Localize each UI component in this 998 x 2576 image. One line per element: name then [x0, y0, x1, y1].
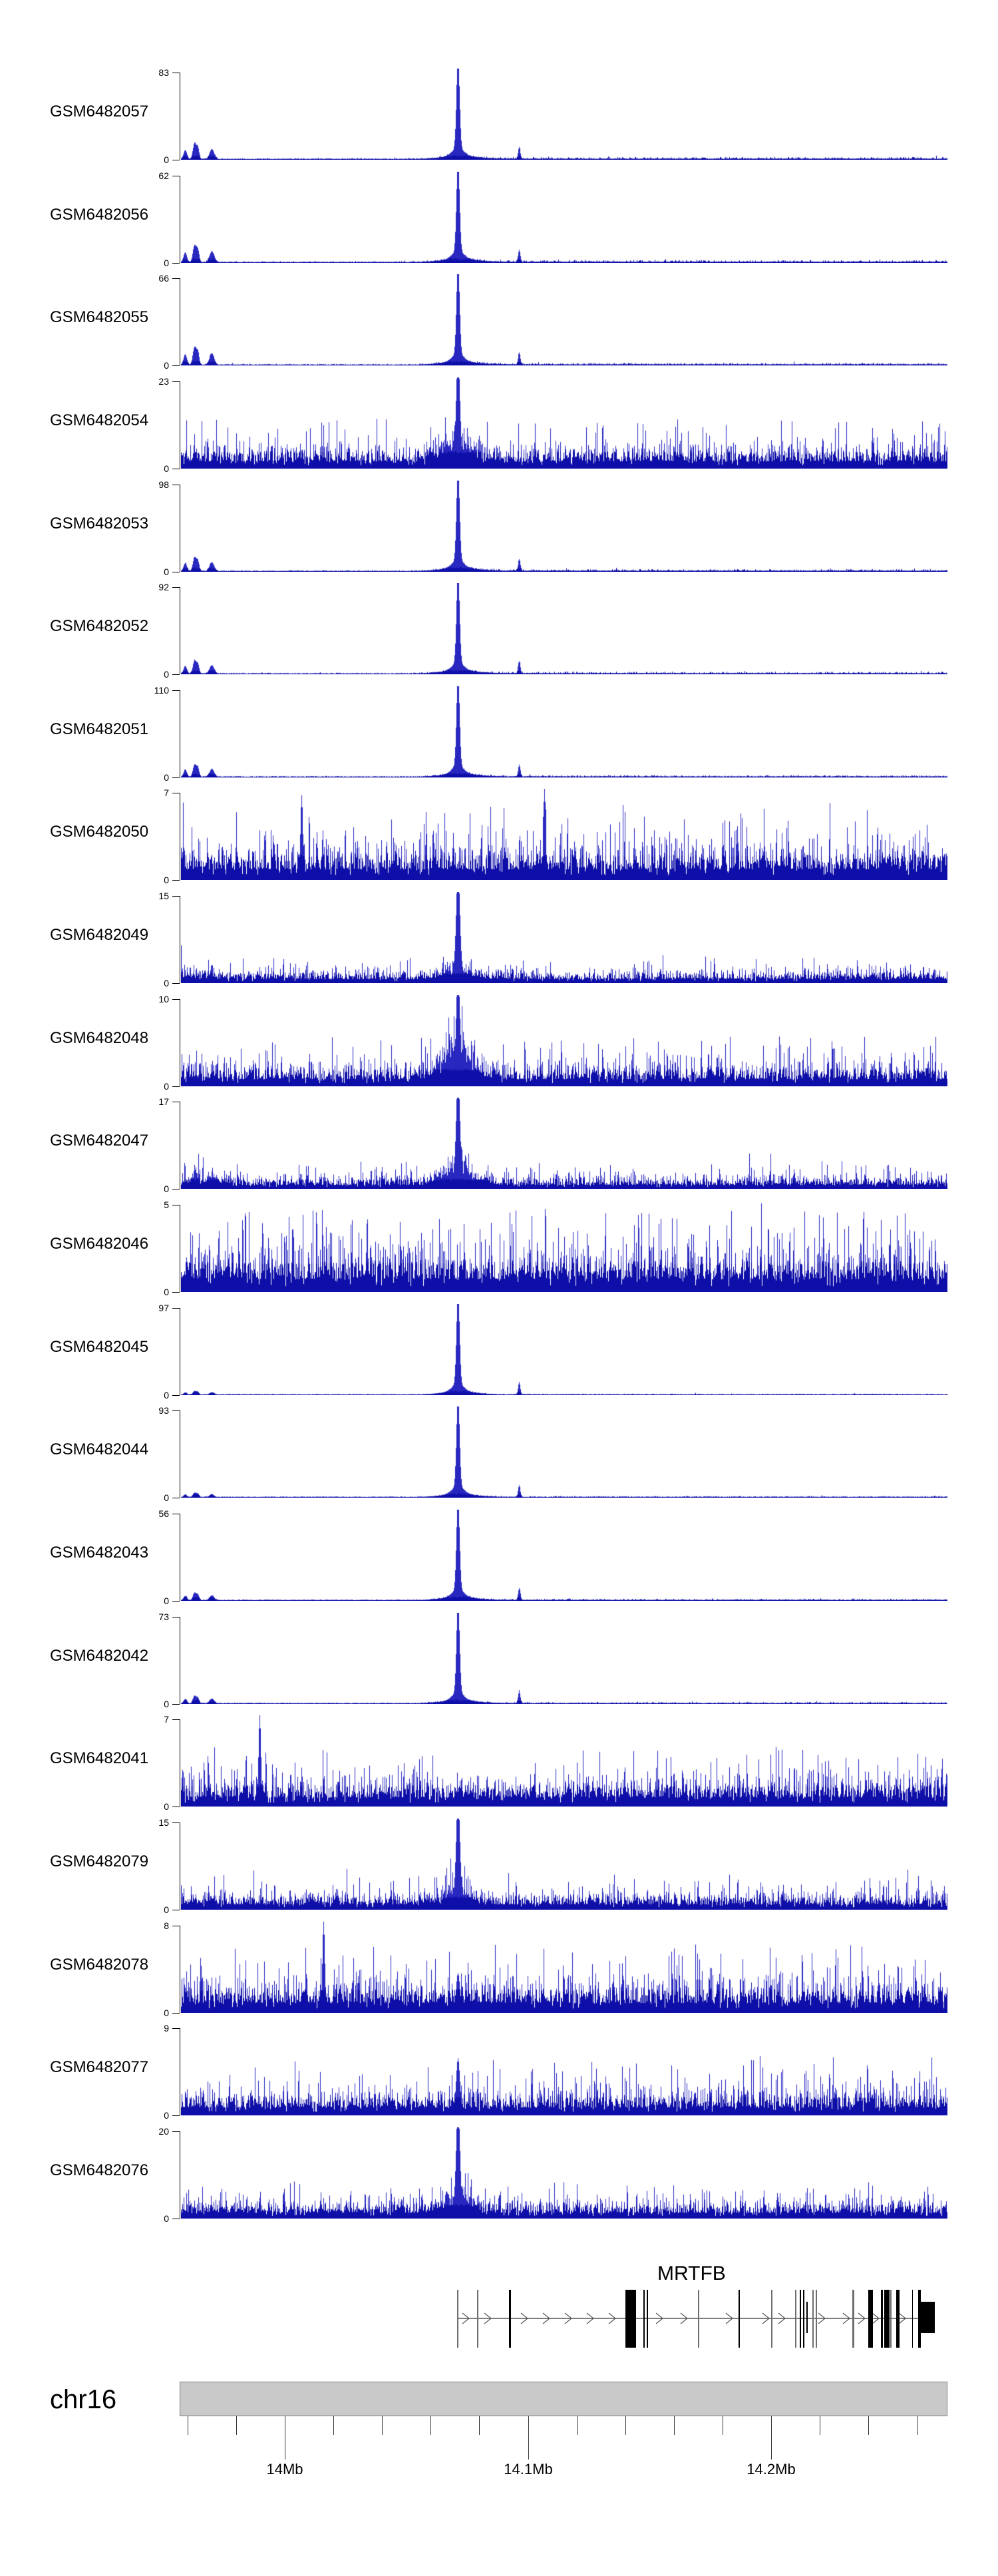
y-axis-zero-tick: [172, 1395, 180, 1396]
y-axis-max-label: 97: [158, 1303, 169, 1313]
axis-minor-tick: [577, 2416, 578, 2435]
signal-plot: [181, 2024, 947, 2115]
y-axis-top-tick: [172, 1719, 180, 1720]
y-axis-zero-tick: [172, 674, 180, 675]
axis-tick-label: 14Mb: [266, 2461, 303, 2477]
signal-plot: [181, 1304, 947, 1395]
y-axis-zero-tick: [172, 2115, 180, 2116]
y-axis-max-label: 56: [158, 1508, 169, 1519]
gene-exon: [896, 2290, 900, 2348]
y-axis-top-tick: [172, 1308, 180, 1309]
y-axis-zero-tick: [172, 1704, 180, 1705]
gene-exon: [643, 2290, 645, 2348]
axis-minor-tick: [625, 2416, 626, 2435]
y-axis-max-label: 20: [158, 2126, 169, 2137]
gene-exon: [457, 2290, 458, 2348]
y-axis-top-tick: [172, 896, 180, 897]
gene-exon: [509, 2290, 511, 2348]
signal-plot: [181, 1510, 947, 1601]
sample-label: GSM6482043: [50, 1544, 149, 1562]
signal-plot: [181, 172, 947, 263]
sample-label: GSM6482044: [50, 1440, 149, 1458]
gene-model: [0, 2260, 998, 2393]
y-axis-zero-tick: [172, 983, 180, 984]
y-axis-zero-label: 0: [164, 772, 169, 783]
axis-minor-tick: [333, 2416, 334, 2435]
sample-label: GSM6482057: [50, 103, 149, 120]
y-axis-zero-label: 0: [164, 875, 169, 885]
y-axis-zero-tick: [172, 1292, 180, 1293]
gene-exon: [625, 2290, 636, 2348]
sample-label: GSM6482078: [50, 1956, 149, 1974]
y-axis-max-label: 7: [164, 1714, 169, 1725]
signal-plot: [181, 1613, 947, 1704]
signal-plot: [181, 1819, 947, 1910]
chromosome-bar: [180, 2382, 947, 2416]
gene-exon: [881, 2290, 883, 2348]
y-axis-max-label: 15: [158, 891, 169, 901]
y-axis-top-tick: [172, 381, 180, 382]
sample-label: GSM6482077: [50, 2058, 149, 2076]
y-axis-zero-tick: [172, 263, 180, 264]
sample-label: GSM6482047: [50, 1132, 149, 1150]
y-axis-max-label: 62: [158, 170, 169, 181]
y-axis-top-tick: [172, 2028, 180, 2029]
gene-exon: [890, 2290, 892, 2348]
y-axis-zero-label: 0: [164, 1801, 169, 1812]
y-axis-max-label: 9: [164, 2023, 169, 2034]
y-axis-top-tick: [172, 999, 180, 1000]
sample-label: GSM6482041: [50, 1749, 149, 1767]
y-axis-zero-label: 0: [164, 1081, 169, 1092]
gene-exon: [698, 2290, 699, 2348]
signal-plot: [181, 69, 947, 160]
y-axis-max-label: 110: [154, 685, 169, 696]
y-axis-max-label: 66: [158, 273, 169, 284]
y-axis-zero-tick: [172, 1086, 180, 1087]
axis-minor-tick: [382, 2416, 383, 2435]
y-axis-zero-label: 0: [164, 1596, 169, 1606]
y-axis-top-tick: [172, 690, 180, 691]
sample-label: GSM6482076: [50, 2161, 149, 2179]
signal-plot: [181, 274, 947, 365]
sample-label: GSM6482042: [50, 1647, 149, 1665]
sample-label: GSM6482048: [50, 1029, 149, 1047]
axis-minor-tick: [674, 2416, 675, 2435]
y-axis-zero-tick: [172, 777, 180, 778]
signal-plot: [181, 1715, 947, 1807]
y-axis-zero-label: 0: [164, 1390, 169, 1400]
gene-exon: [884, 2290, 890, 2348]
signal-plot: [181, 995, 947, 1086]
y-axis-zero-tick: [172, 1601, 180, 1602]
sample-label: GSM6482046: [50, 1235, 149, 1253]
y-axis-max-label: 10: [158, 994, 169, 1004]
y-axis-top-tick: [172, 278, 180, 279]
y-axis-top-tick: [172, 2131, 180, 2132]
axis-minor-tick: [430, 2416, 431, 2435]
y-axis-zero-tick: [172, 2013, 180, 2014]
y-axis-max-label: 5: [164, 1199, 169, 1210]
y-axis-max-label: 92: [158, 582, 169, 592]
gene-exon: [921, 2302, 935, 2333]
y-axis-zero-label: 0: [164, 463, 169, 474]
gene-exon: [800, 2290, 801, 2348]
gene-exon: [912, 2290, 913, 2348]
signal-plot: [181, 1922, 947, 2013]
sample-label: GSM6482054: [50, 411, 149, 429]
y-axis-zero-tick: [172, 365, 180, 366]
y-axis-max-label: 23: [158, 376, 169, 387]
signal-plot: [181, 1098, 947, 1189]
signal-plot: [181, 481, 947, 572]
y-axis-zero-label: 0: [164, 978, 169, 988]
gene-exon: [803, 2290, 804, 2348]
y-axis-max-label: 15: [158, 1817, 169, 1828]
y-axis-zero-label: 0: [164, 1904, 169, 1915]
gene-exon: [816, 2290, 817, 2348]
y-axis-top-tick: [172, 587, 180, 588]
y-axis-zero-label: 0: [164, 360, 169, 371]
gene-exon: [852, 2290, 854, 2348]
axis-tick-label: 14.1Mb: [504, 2461, 553, 2477]
gene-exon: [477, 2290, 478, 2348]
signal-plot: [181, 2127, 947, 2219]
gene-exon: [806, 2302, 808, 2333]
sample-label: GSM6482050: [50, 823, 149, 841]
signal-plot: [181, 789, 947, 880]
y-axis-zero-label: 0: [164, 2213, 169, 2224]
y-axis-zero-label: 0: [164, 1492, 169, 1503]
axis-minor-tick: [236, 2416, 237, 2435]
sample-label: GSM6482051: [50, 720, 149, 738]
y-axis-max-label: 8: [164, 1920, 169, 1931]
y-axis-zero-label: 0: [164, 258, 169, 268]
sample-label: GSM6482045: [50, 1338, 149, 1356]
y-axis-zero-label: 0: [164, 154, 169, 165]
y-axis-max-label: 83: [158, 67, 169, 78]
signal-plot: [181, 377, 947, 469]
signal-plot: [181, 686, 947, 777]
sample-label: GSM6482049: [50, 926, 149, 944]
sample-label: GSM6482053: [50, 515, 149, 533]
y-axis-max-label: 93: [158, 1405, 169, 1416]
y-axis-zero-label: 0: [164, 669, 169, 680]
y-axis-max-label: 73: [158, 1611, 169, 1622]
y-axis-zero-label: 0: [164, 1287, 169, 1297]
gene-exon: [771, 2290, 772, 2348]
y-axis-zero-label: 0: [164, 2110, 169, 2121]
y-axis-max-label: 98: [158, 479, 169, 490]
axis-major-tick: [771, 2416, 772, 2460]
y-axis-zero-label: 0: [164, 2008, 169, 2018]
gene-exon: [918, 2290, 921, 2348]
signal-plot: [181, 892, 947, 983]
gene-exon: [795, 2290, 796, 2348]
sample-label: GSM6482079: [50, 1852, 149, 1870]
sample-label: GSM6482056: [50, 206, 149, 224]
y-axis-max-label: 17: [158, 1096, 169, 1107]
y-axis-top-tick: [172, 1410, 180, 1411]
signal-plot: [181, 583, 947, 674]
chromosome-name: chr16: [50, 2385, 117, 2414]
sample-label: GSM6482052: [50, 617, 149, 635]
y-axis-max-label: 7: [164, 787, 169, 798]
axis-tick-label: 14.2Mb: [747, 2461, 796, 2477]
y-axis-zero-tick: [172, 880, 180, 881]
axis-major-tick: [528, 2416, 529, 2460]
y-axis-zero-label: 0: [164, 566, 169, 577]
gene-exon: [739, 2290, 740, 2348]
gene-name-label: MRTFB: [657, 2262, 726, 2284]
sample-label: GSM6482055: [50, 308, 149, 326]
gene-exon: [647, 2290, 648, 2348]
signal-plot: [181, 1201, 947, 1292]
y-axis-zero-label: 0: [164, 1699, 169, 1709]
axis-minor-tick: [479, 2416, 480, 2435]
gene-exon: [868, 2290, 873, 2348]
gene-exon: [812, 2290, 814, 2348]
axis-minor-tick: [868, 2416, 869, 2435]
signal-plot: [181, 1406, 947, 1498]
y-axis-zero-label: 0: [164, 1183, 169, 1194]
